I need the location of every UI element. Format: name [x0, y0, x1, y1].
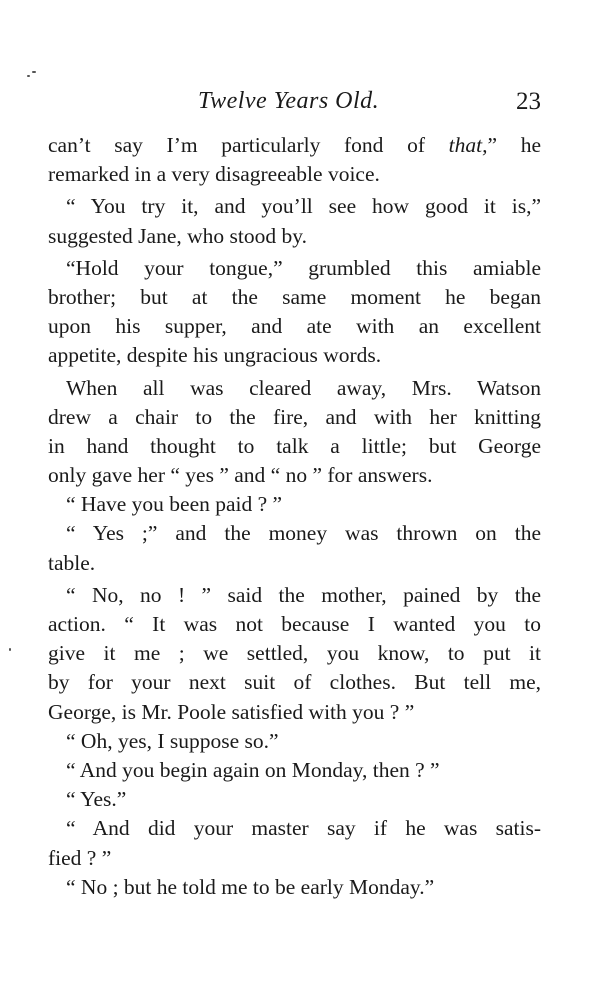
text-line: “ You try it, and you’ll see how good it is,”: [66, 194, 541, 219]
text-line: fied ? ”: [48, 845, 112, 870]
body-text: [48, 131, 541, 902]
text-line: suggested Jane, who stood by.: [48, 223, 307, 248]
text-line: “ And did your master say if he was satis-: [66, 816, 541, 841]
running-title: Twelve Years Old.: [198, 88, 380, 114]
text-line: in hand thought to talk a little; but George: [48, 433, 541, 458]
text-line: brother; but at the same moment he began: [48, 284, 541, 309]
emphasized-word: that,: [448, 133, 488, 157]
print-speck: [32, 71, 36, 73]
text-line: When all was cleared away, Mrs. Watson: [66, 375, 541, 400]
text-line: upon his supper, and ate with an excellent: [48, 314, 541, 339]
text-line: only gave her “ yes ” and “ no ” for answers.: [48, 463, 433, 488]
print-speck: [9, 648, 11, 651]
text-line: George, is Mr. Poole satisfied with you ? ”: [48, 699, 415, 724]
text-line: give it me ; we settled, you know, to put it: [48, 641, 541, 666]
page-number: 23: [516, 88, 541, 115]
text-line: remarked in a very disagreeable voice.: [48, 162, 380, 187]
text-line: drew a chair to the fire, and with her knitting: [48, 404, 541, 429]
text-line: [48, 131, 541, 160]
text-line: “ No ; but he told me to be early Monday.”: [66, 874, 435, 899]
text-segment: can’t say I’m particularly fond of: [48, 133, 449, 157]
text-line: “ Yes ;” and the money was thrown on the: [66, 521, 541, 546]
text-line: table.: [48, 550, 96, 575]
text-line: by for your next suit of clothes. But tell me,: [48, 670, 541, 695]
text-line: appetite, despite his ungracious words.: [48, 343, 382, 368]
text-line: “Hold your tongue,” grumbled this amiable: [66, 255, 541, 280]
text-line: “ Have you been paid ? ”: [66, 492, 283, 517]
print-speck: [27, 75, 30, 77]
text-line: “ Oh, yes, I suppose so.”: [66, 728, 279, 753]
text-line: “ Yes.”: [66, 787, 127, 812]
page-header: [48, 88, 541, 122]
text-line: “ And you begin again on Monday, then ? ”: [66, 757, 440, 782]
text-line: action. “ It was not because I wanted you to: [48, 612, 541, 636]
text-line: “ No, no ! ” said the mother, pained by the: [66, 582, 541, 607]
text-segment: ” he: [487, 133, 541, 157]
